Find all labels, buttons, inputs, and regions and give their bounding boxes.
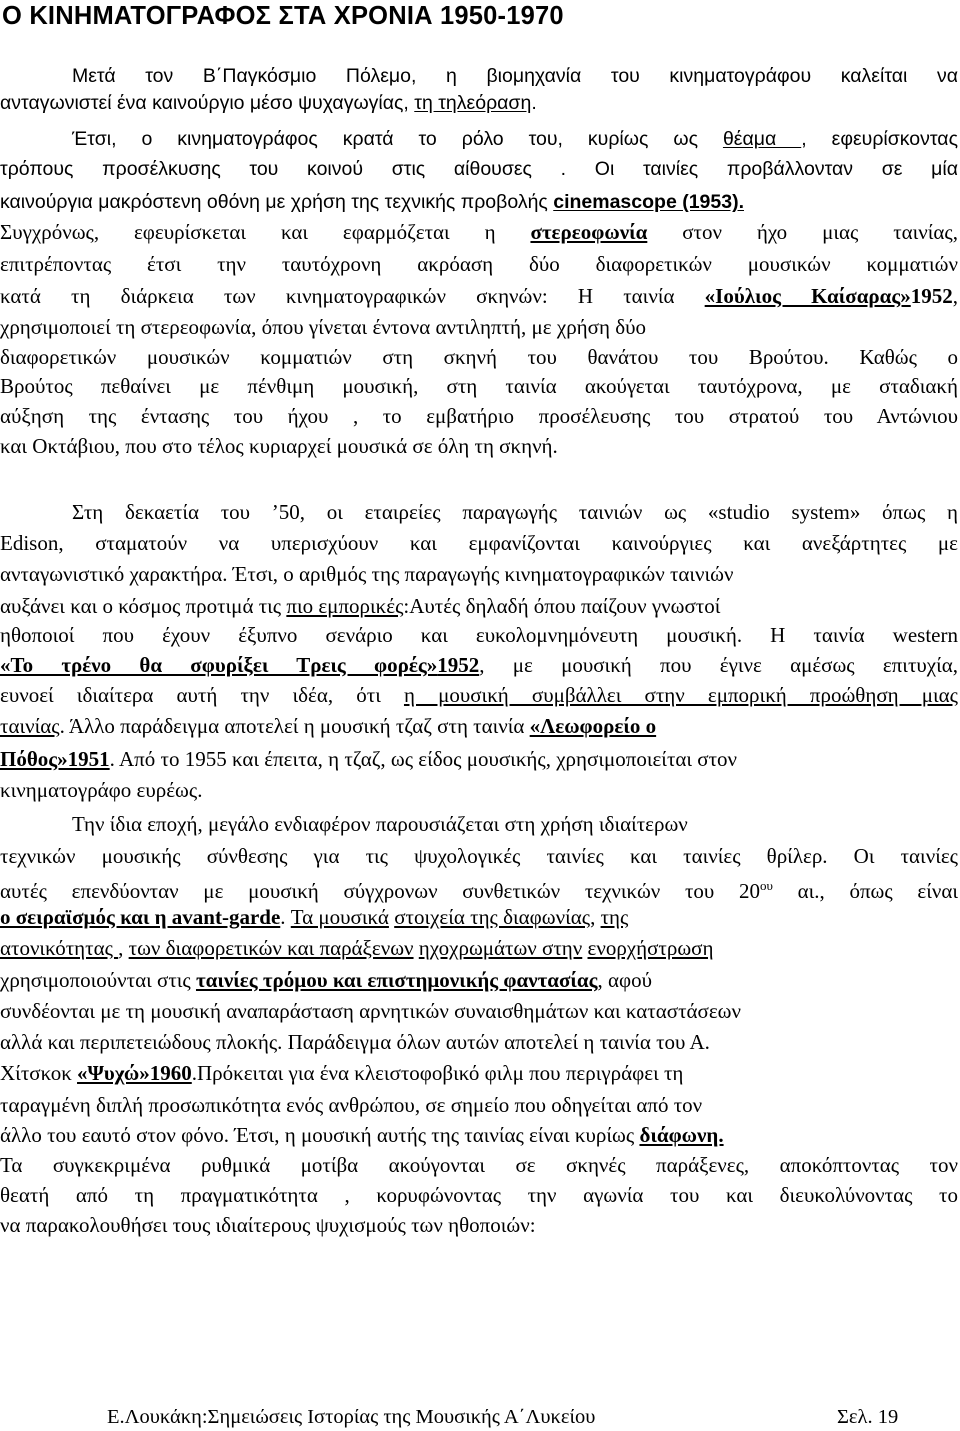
text-segment: , εφευρίσκοντας	[801, 128, 958, 150]
text-segment: Στη δεκαετία του ’50, οι εταιρείες παραγωγής ταινιών ως «studio system» όπως η	[72, 500, 958, 524]
text-segment: Edison, σταματούν να υπερισχύουν και εμφανίζονται καινούργιες και ανεξάρτητες με	[0, 531, 958, 555]
text-line	[0, 997, 741, 1025]
text-line	[0, 1091, 702, 1119]
text-segment: αύξηση της έντασης του ήχου , το εμβατήριο προσέλευσης του στρατού του Αντώνιου	[0, 404, 958, 428]
underlined-text: «Ψυχώ»1960	[77, 1061, 192, 1085]
underlined-text: «Το τρένο θα σφυρίξει Τρεις φορές»	[0, 653, 438, 677]
text-line	[0, 1151, 958, 1179]
document-title: Ο ΚΙΝΗΜΑΤΟΓΡΑΦΟΣ ΣΤΑ ΧΡΟΝΙΑ 1950-1970	[2, 2, 564, 30]
text-segment: , αφού	[597, 968, 653, 992]
underlined-text: ηχοχρωμάτων στην	[418, 936, 583, 960]
text-segment: Έτσι, ο κινηματογράφος κρατά το ρόλο του, κυρίως ως	[72, 128, 723, 150]
text-segment: ,	[590, 905, 601, 929]
text-line	[0, 592, 720, 620]
text-line	[0, 1059, 683, 1087]
text-line	[0, 810, 688, 838]
text-segment: 1952	[910, 284, 953, 308]
underlined-text: cinemascope (1953).	[553, 191, 744, 213]
text-segment: Τα συγκεκριμένα ρυθμικά μοτίβα ακούγονται σε σκηνές παράξενες, αποκόπτοντας τον	[0, 1153, 958, 1177]
underlined-text: πιο εμπορικές	[286, 594, 404, 618]
underlined-text: ατονικότητας	[0, 936, 119, 960]
text-line	[0, 372, 958, 400]
underlined-text: ταινίας	[0, 714, 60, 738]
text-segment: ευνοεί ιδιαίτερα αυτή την ιδέα, ότι	[0, 683, 404, 707]
underlined-text: Τα μουσικά	[290, 905, 389, 929]
underlined-text: «Λεωφορείο ο	[529, 714, 657, 738]
text-line	[0, 621, 958, 649]
text-segment: . Άλλο παράδειγμα αποτελεί η μουσική τζαζ στη ταινία	[59, 714, 530, 738]
text-segment: ,	[952, 284, 958, 308]
text-segment: κατά τη διάρκεια των κινηματογραφικών σκηνών: Η ταινία	[0, 284, 705, 308]
text-segment: στον ήχο μιας ταινίας,	[647, 220, 958, 244]
text-line	[0, 903, 628, 931]
text-line	[0, 1028, 710, 1056]
text-line	[0, 966, 652, 994]
text-segment: άλλο του εαυτό στον φόνο. Έτσι, η μουσική αυτής της ταινίας είναι κυρίως	[0, 1123, 640, 1147]
underlined-text: τη τηλεόραση	[414, 92, 532, 114]
text-line	[0, 745, 737, 773]
text-segment: , με μουσική που έγινε αμέσως επιτυχία,	[479, 653, 958, 677]
text-segment: αυξάνει και ο κόσμος προτιμά τις	[0, 594, 287, 618]
text-line	[0, 313, 646, 341]
text-line	[0, 529, 958, 557]
text-segment: .	[280, 905, 291, 929]
text-line	[0, 89, 537, 117]
text-line	[0, 498, 958, 526]
text-line	[0, 343, 958, 371]
text-segment: Συγχρόνως, εφευρίσκεται και εφαρμόζεται η	[0, 220, 531, 244]
text-line	[0, 282, 958, 310]
text-segment: ταραγμένη διπλή προσωπικότητα ενός ανθρώπου, σε σημείο που οδηγείται από τον	[0, 1093, 703, 1117]
underlined-text: 1952	[437, 653, 480, 677]
text-line	[0, 934, 713, 962]
text-segment: ανταγωνιστεί ένα καινούργιο μέσο ψυχαγωγίας,	[0, 92, 415, 114]
text-segment: Χίτσκοκ	[0, 1061, 78, 1085]
underlined-text: διάφωνη.	[639, 1123, 724, 1147]
underlined-text: στοιχεία της διαφωνίας	[394, 905, 591, 929]
text-segment: Την ίδια εποχή, μεγάλο ενδιαφέρον παρουσιάζεται στη χρήση ιδιαίτερων	[72, 812, 688, 836]
text-line	[0, 560, 734, 588]
footer-author-note: Ε.Λουκάκη:Σημειώσεις Ιστορίας της Μουσικής Α΄Λυκείου	[107, 1406, 596, 1428]
text-segment: ,	[118, 936, 129, 960]
text-line	[0, 155, 958, 183]
text-segment: συνδέονται με τη μουσική αναπαράσταση αρνητικών συναισθημάτων και καταστάσεων	[0, 999, 741, 1023]
underlined-text: της	[600, 905, 629, 929]
text-line	[0, 250, 958, 278]
text-line	[0, 188, 744, 216]
text-segment: .	[531, 92, 537, 114]
underlined-text: των διαφορετικών και παράξενων	[128, 936, 414, 960]
text-segment: χρησιμοποιούνται στις	[0, 968, 196, 992]
text-line	[0, 432, 558, 460]
text-segment: . Από το 1955 και έπειτα, η τζαζ, ως είδος μουσικής, χρησιμοποιείται στον	[109, 747, 738, 771]
text-segment: επιτρέποντας έτσι την ταυτόχρονη ακρόαση δύο διαφορετικών μουσικών κομματιών	[0, 252, 958, 276]
text-line	[0, 651, 958, 679]
text-segment: θεατή από τη πραγματικότητα , κορυφώνοντας την αγωνία του και διευκολύνοντας το	[0, 1183, 958, 1207]
text-segment: να παρακολουθήσει τους ιδιαίτερους ψυχισμούς των ηθοποιών:	[0, 1213, 536, 1237]
text-segment: αλλά και περιπετειώδους πλοκής. Παράδειγμα όλων αυτών αποτελεί η ταινία του Α.	[0, 1030, 710, 1054]
text-segment: :Αυτές δηλαδή όπου παίζουν γνωστοί	[403, 594, 721, 618]
text-line	[0, 712, 656, 740]
text-segment: .Πρόκειται για ένα κλειστοφοβικό φιλμ που περιγράφει τη	[191, 1061, 684, 1085]
text-segment: κινηματογράφο ευρέως.	[0, 778, 203, 802]
underlined-text: θέαμα	[722, 128, 802, 150]
underlined-text: στερεοφωνία	[530, 220, 648, 244]
underlined-text: ταινίες τρόμου και επιστημονικής φαντασίας	[195, 968, 598, 992]
text-line	[0, 681, 958, 709]
underlined-text: ενορχήστρωση	[587, 936, 714, 960]
text-segment: τεχνικών μουσικής σύνθεσης για τις ψυχολογικές ταινίες και ταινίες θρίλερ. Οι ταινίες	[0, 844, 958, 868]
text-segment: διαφορετικών μουσικών κομματιών στη σκηνή του θανάτου του Βρούτου. Καθώς ο	[0, 345, 958, 369]
underlined-text: ο σειραϊσμός και η avant-garde	[0, 905, 281, 929]
text-line	[0, 872, 958, 905]
text-segment: ου	[759, 878, 773, 893]
text-segment: Μετά τον Β΄Παγκόσμιο Πόλεμο, η βιομηχανία του κινηματογράφου καλείται να	[72, 65, 958, 87]
text-segment: καινούργια μακρόστενη οθόνη με χρήση της τεχνικής προβολής	[0, 191, 554, 213]
text-segment: χρησιμοποιεί τη στερεοφωνία, όπου γίνεται έντονα αντιληπτή, με χρήση δύο	[0, 315, 646, 339]
text-segment: ανταγωνιστικό χαρακτήρα. Έτσι, ο αριθμός της παραγωγής κινηματογραφικών ταινιών	[0, 562, 734, 586]
text-segment: και Οκτάβιου, που στο τέλος κυριαρχεί μουσικά σε όλη τη σκηνή.	[0, 434, 558, 458]
footer-page-number: Σελ. 19	[837, 1406, 899, 1428]
underlined-text: «Ιούλιος Καίσαρας»	[704, 284, 911, 308]
text-line	[0, 1181, 958, 1209]
text-line	[0, 1121, 724, 1149]
underlined-text: η μουσική συμβάλλει στην εμπορική προώθηση μιας	[403, 683, 958, 707]
text-segment: αυτές επενδύονταν με μουσική σύγχρονων συνθετικών τεχνικών του 20	[0, 879, 760, 903]
text-segment: Βρούτος πεθαίνει με πένθιμη μουσική, στη ταινία ακούγεται ταυτόχρονα, με σταδιακή	[0, 374, 958, 398]
text-line	[0, 62, 958, 90]
underlined-text: Πόθος»1951	[0, 747, 110, 771]
text-segment: ηθοποιοί που έχουν έξυπνο σενάριο και ευκολομνημόνευτη μουσική. Η ταινία western	[0, 623, 958, 647]
text-segment: αι., όπως είναι	[772, 879, 958, 903]
text-line	[0, 842, 958, 870]
text-segment: τρόπους προσέλκυσης του κοινού στις αίθουσες . Οι ταινίες προβάλλονταν σε μία	[0, 158, 958, 180]
text-line	[0, 125, 958, 153]
text-line	[0, 776, 202, 804]
text-line	[0, 218, 958, 246]
text-line	[0, 1211, 536, 1239]
text-line	[0, 402, 958, 430]
